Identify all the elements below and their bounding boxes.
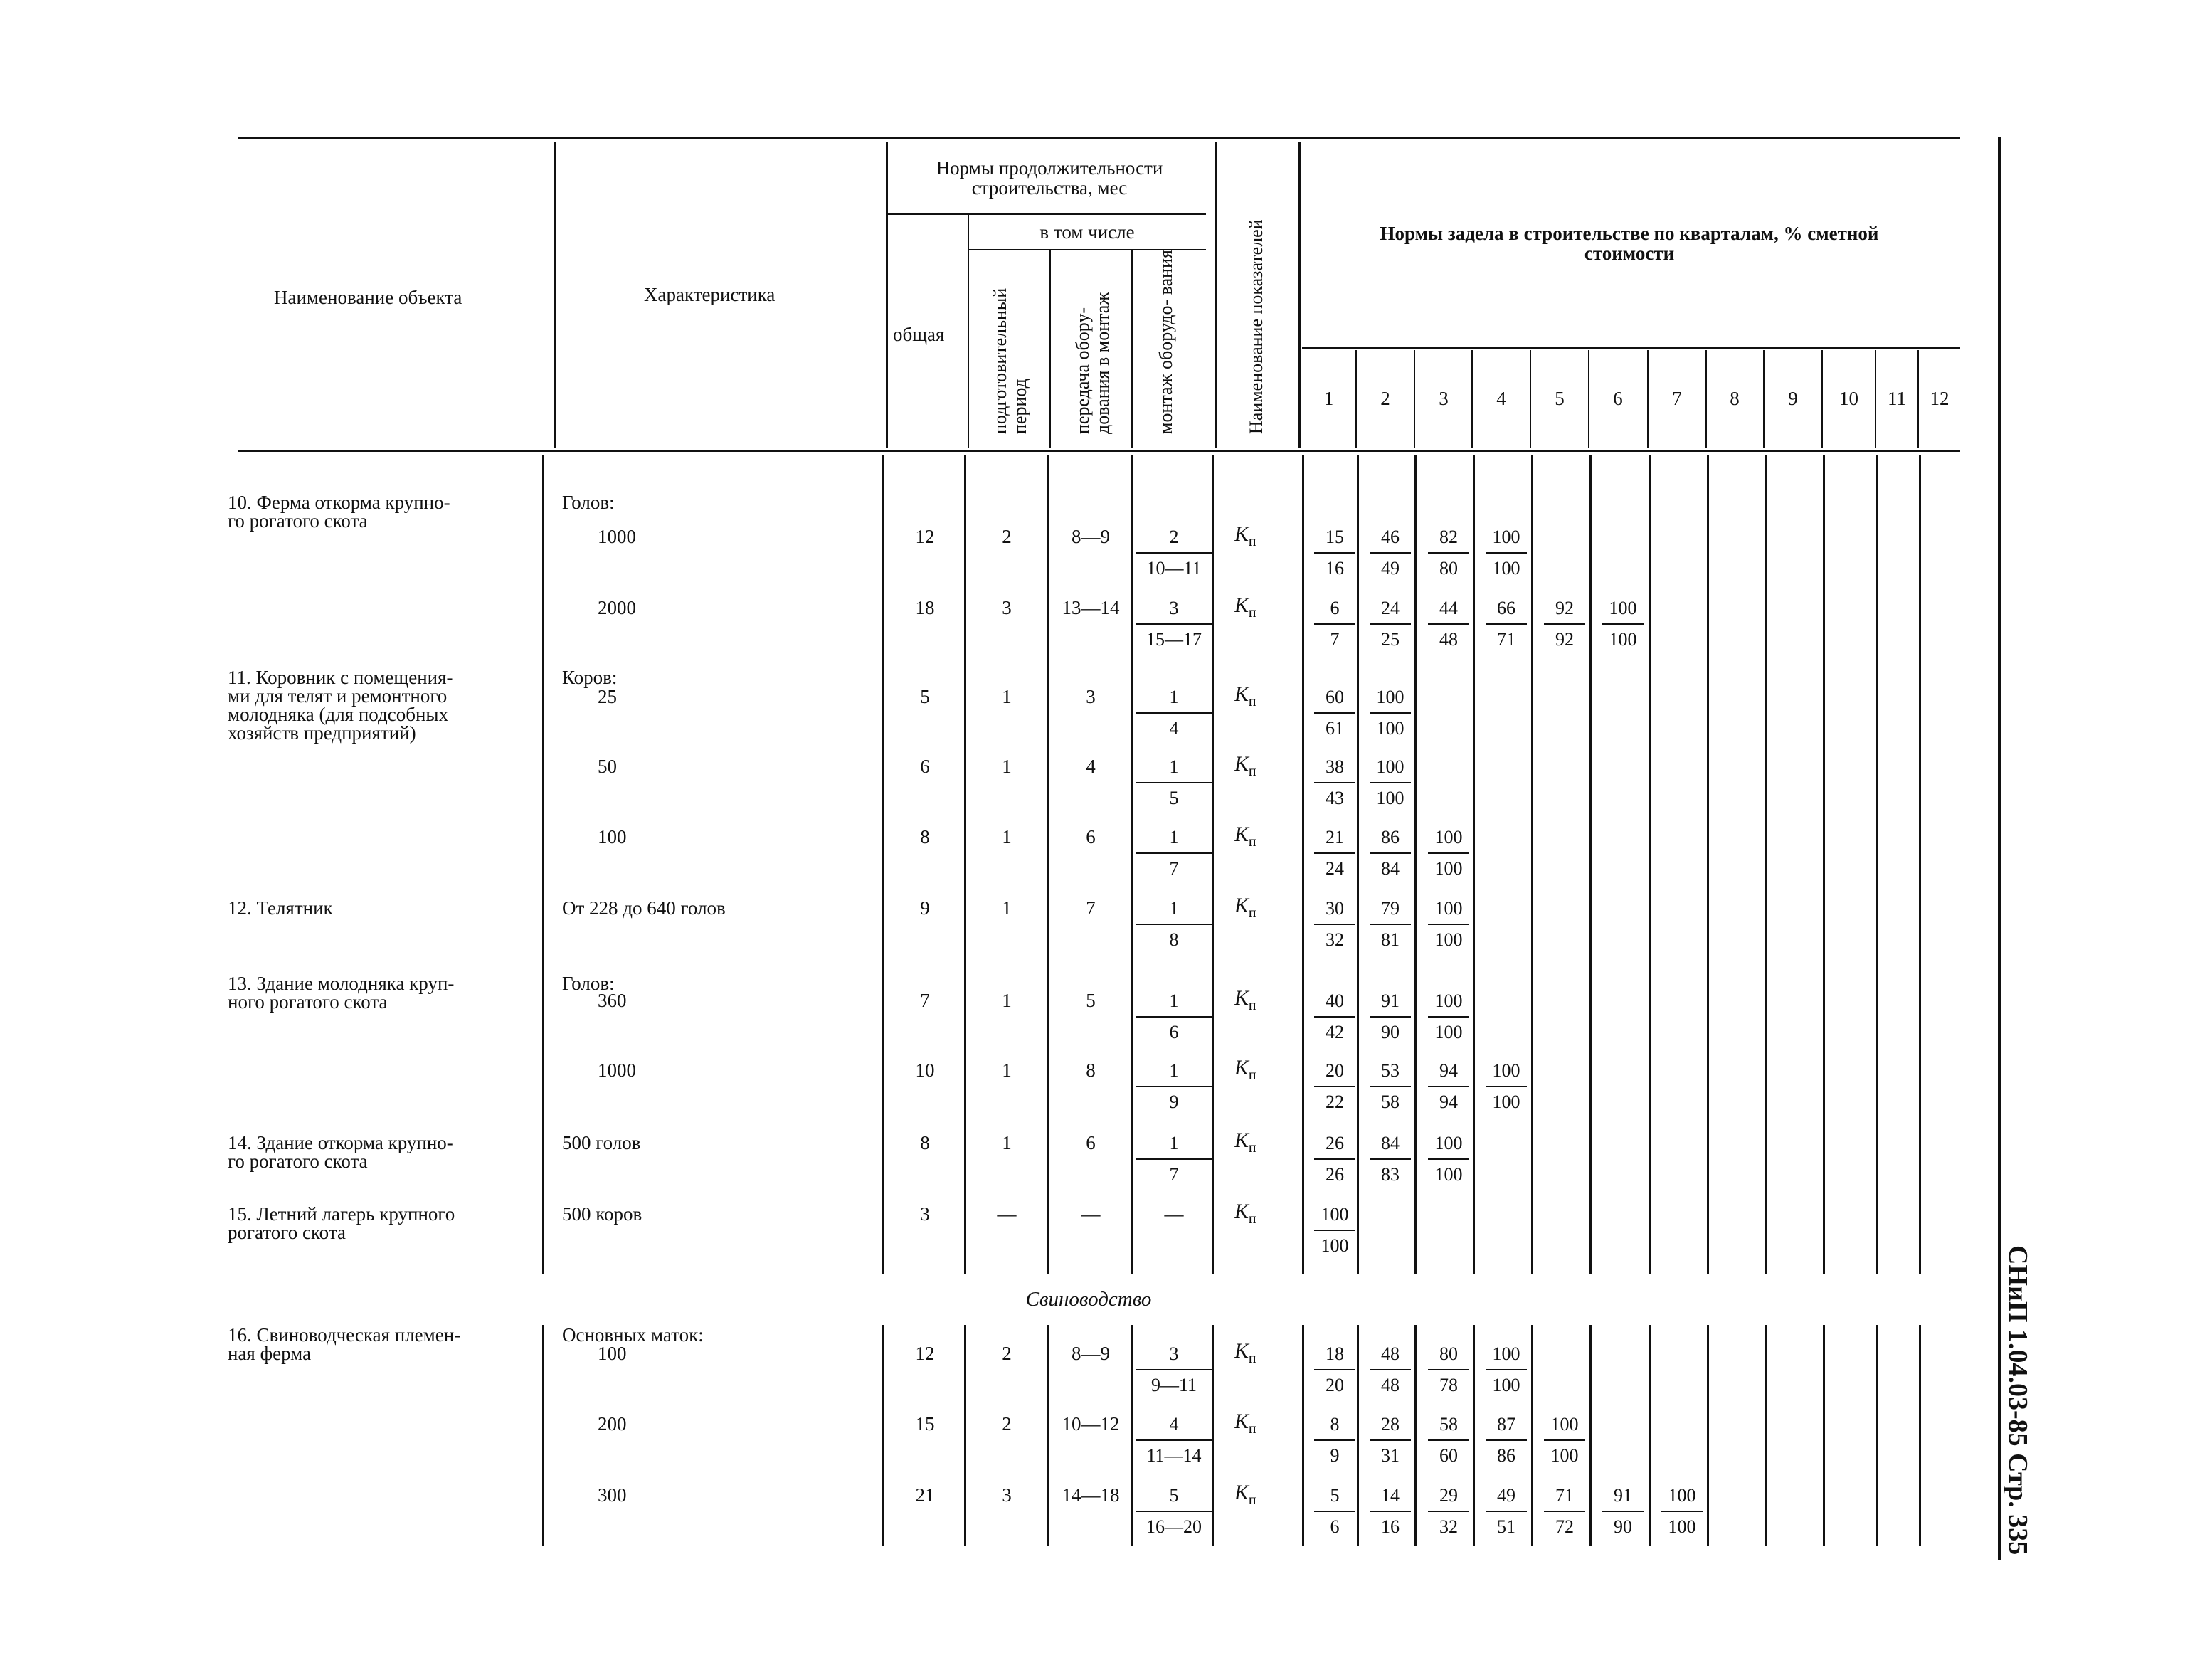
body-vline: [882, 1325, 884, 1546]
backlog-quarter-3: $\frac{100}{100}$: [1428, 1133, 1469, 1185]
col-total: общая: [893, 324, 945, 345]
characteristic-value: 1000: [598, 1060, 636, 1081]
object-name: 16. Свиноводческая племен-: [228, 1324, 461, 1346]
backlog-quarter-5: $\frac{100}{100}$: [1544, 1414, 1585, 1467]
backlog-quarter-1: $\frac{5}{6}$: [1314, 1485, 1355, 1538]
object-name: рогатого скота: [228, 1222, 346, 1243]
duration-total: 18: [915, 597, 935, 618]
backlog-quarter-4: $\frac{100}{100}$: [1486, 527, 1527, 579]
indicator-kp: $К_п$: [1234, 1200, 1256, 1227]
backlog-quarter-3: $\frac{94}{94}$: [1428, 1060, 1469, 1113]
backlog-subrule: [1302, 347, 1960, 349]
body-vline: [1876, 455, 1878, 1274]
duration-total: 21: [915, 1484, 935, 1506]
backlog-quarter-2: $\frac{100}{100}$: [1370, 687, 1411, 739]
backlog-quarter-3: $\frac{100}{100}$: [1428, 990, 1469, 1043]
characteristic: От 228 до 640 голов: [562, 897, 726, 919]
body-vline: [1357, 1325, 1359, 1546]
object-name: 12. Телятник: [228, 897, 333, 919]
duration-total: 15: [915, 1413, 935, 1435]
object-name: го рогатого скота: [228, 510, 368, 532]
duration-prep: —: [997, 1203, 1017, 1225]
duration-prep: 1: [1002, 1060, 1012, 1081]
object-name: ми для телят и ремонтного: [228, 685, 448, 707]
backlog-quarter-2: $\frac{79}{81}$: [1370, 898, 1411, 951]
header-vline: [886, 142, 888, 448]
body-vline: [1531, 1325, 1533, 1546]
body-vline: [1473, 455, 1475, 1274]
header-vline: [1298, 142, 1301, 448]
duration-total: 5: [920, 686, 930, 707]
backlog-quarter-1: $\frac{40}{42}$: [1314, 990, 1355, 1043]
backlog-quarter-2: $\frac{24}{25}$: [1370, 598, 1411, 650]
object-name: молодняка (для подсобных: [228, 704, 449, 725]
duration-transfer: 8—9: [1072, 526, 1110, 547]
duration-transfer: 5: [1086, 990, 1096, 1011]
duration-total: 7: [920, 990, 930, 1011]
duration-transfer: 6: [1086, 1132, 1096, 1153]
object-name: 13. Здание молодняка круп-: [228, 973, 455, 994]
quarter-10: 10: [1839, 388, 1858, 409]
q-sep: [1414, 350, 1415, 448]
duration-prep: 1: [1002, 826, 1012, 847]
backlog-quarter-3: $\frac{100}{100}$: [1428, 827, 1469, 879]
backlog-quarter-3: $\frac{80}{78}$: [1428, 1343, 1469, 1396]
quarter-3: 3: [1439, 388, 1449, 409]
backlog-quarter-3: $\frac{100}{100}$: [1428, 898, 1469, 951]
quarter-8: 8: [1730, 388, 1740, 409]
backlog-quarter-2: $\frac{84}{83}$: [1370, 1133, 1411, 1185]
backlog-quarter-2: $\frac{91}{90}$: [1370, 990, 1411, 1043]
body-vline: [1919, 1325, 1921, 1546]
backlog-quarter-1: $\frac{20}{22}$: [1314, 1060, 1355, 1113]
incl-label: в том числе: [1039, 221, 1135, 243]
body-vline: [1765, 455, 1767, 1274]
q-sep: [1355, 350, 1357, 448]
duration-total: 12: [915, 1343, 935, 1364]
body-vline: [1589, 455, 1592, 1274]
header-vline: [1049, 250, 1051, 448]
indicator-kp: $К_п$: [1234, 823, 1256, 850]
duration-prep: 1: [1002, 1132, 1012, 1153]
quarter-4: 4: [1496, 388, 1506, 409]
duration-prep: 2: [1002, 1343, 1012, 1364]
characteristic-value: 2000: [598, 597, 636, 618]
header-bottom-rule: [238, 450, 1960, 452]
backlog-quarter-1: $\frac{8}{9}$: [1314, 1414, 1355, 1467]
indicator-kp: $К_п$: [1234, 1129, 1256, 1156]
duration-transfer: 8: [1086, 1060, 1096, 1081]
characteristic-value: 50: [598, 756, 617, 777]
backlog-quarter-4: $\frac{66}{71}$: [1486, 598, 1527, 650]
col-object-name: Наименование объекта: [274, 287, 462, 308]
object-name: хозяйств предприятий): [228, 722, 416, 744]
quarter-9: 9: [1788, 388, 1798, 409]
characteristic: Основных маток:: [562, 1324, 704, 1346]
duration-mount: 5 16—20: [1136, 1485, 1212, 1538]
body-vline: [542, 1325, 544, 1546]
duration-transfer: 4: [1086, 756, 1096, 777]
object-name: 11. Коровник с помещения-: [228, 667, 453, 688]
backlog-quarter-4: $\frac{100}{100}$: [1486, 1343, 1527, 1396]
quarter-2: 2: [1380, 388, 1390, 409]
body-vline: [1823, 1325, 1825, 1546]
table-top-rule: [238, 137, 1960, 139]
indicator-kp: $К_п$: [1234, 682, 1256, 709]
object-name: ная ферма: [228, 1343, 312, 1364]
body-vline: [1707, 1325, 1709, 1546]
quarter-11: 11: [1888, 388, 1906, 409]
characteristic-value: 200: [598, 1413, 627, 1435]
indicator-kp: $К_п$: [1234, 986, 1256, 1013]
backlog-quarter-1: $\frac{6}{7}$: [1314, 598, 1355, 650]
body-vline: [1414, 1325, 1417, 1546]
duration-mount: 1 4: [1136, 687, 1212, 739]
col-transfer: передача обору- дования в монтаж: [1072, 292, 1113, 434]
duration-transfer: 14—18: [1062, 1484, 1120, 1506]
backlog-quarter-1: $\frac{15}{16}$: [1314, 527, 1355, 579]
duration-total: 8: [920, 826, 930, 847]
duration-mount: 2 10—11: [1136, 527, 1212, 579]
indicator-kp: $К_п$: [1234, 1481, 1256, 1508]
characteristic-value: 360: [598, 990, 627, 1011]
backlog-quarter-3: $\frac{58}{60}$: [1428, 1414, 1469, 1467]
body-vline: [1919, 455, 1921, 1274]
document-page-label: СНиП 1.04.03-85 Стр. 335: [2003, 1245, 2033, 1555]
backlog-quarter-6: $\frac{91}{90}$: [1602, 1485, 1644, 1538]
quarter-1: 1: [1323, 388, 1334, 409]
body-vline: [1302, 455, 1304, 1274]
backlog-quarter-1: $\frac{60}{61}$: [1314, 687, 1355, 739]
page-right-border: [1998, 137, 2001, 1560]
duration-mount: 3 9—11: [1136, 1343, 1212, 1396]
duration-total: 6: [920, 756, 930, 777]
body-vline: [1823, 455, 1825, 1274]
duration-total: 10: [915, 1060, 935, 1081]
characteristic: Голов:: [562, 973, 615, 994]
backlog-quarter-3: $\frac{29}{32}$: [1428, 1485, 1469, 1538]
body-vline: [1131, 1325, 1133, 1546]
duration-mount: —: [1164, 1203, 1184, 1225]
body-vline: [1765, 1325, 1767, 1546]
duration-mount: 1 6: [1136, 990, 1212, 1043]
header-vline: [968, 213, 969, 448]
body-vline: [1473, 1325, 1475, 1546]
duration-prep: 3: [1002, 597, 1012, 618]
duration-total: 8: [920, 1132, 930, 1153]
duration-transfer: —: [1081, 1203, 1101, 1225]
characteristic-value: 1000: [598, 526, 636, 547]
body-vline: [1131, 455, 1133, 1274]
quarter-12: 12: [1930, 388, 1949, 409]
duration-prep: 2: [1002, 526, 1012, 547]
backlog-quarter-2: $\frac{48}{48}$: [1370, 1343, 1411, 1396]
backlog-quarter-3: $\frac{82}{80}$: [1428, 527, 1469, 579]
backlog-quarter-4: $\frac{100}{100}$: [1486, 1060, 1527, 1113]
quarter-5: 5: [1555, 388, 1565, 409]
duration-mount: 4 11—14: [1136, 1414, 1212, 1467]
backlog-quarter-1: $\frac{21}{24}$: [1314, 827, 1355, 879]
backlog-quarter-1: $\frac{38}{43}$: [1314, 756, 1355, 809]
characteristic-value: 100: [598, 1343, 627, 1364]
duration-total: 3: [920, 1203, 930, 1225]
indicator-kp: $К_п$: [1234, 1339, 1256, 1366]
duration-transfer: 3: [1086, 686, 1096, 707]
backlog-quarter-2: $\frac{100}{100}$: [1370, 756, 1411, 809]
backlog-quarter-2: $\frac{86}{84}$: [1370, 827, 1411, 879]
body-vline: [1357, 455, 1359, 1274]
body-vline: [1649, 1325, 1651, 1546]
body-vline: [964, 455, 966, 1274]
section-pig-breeding: Свиноводство: [1025, 1288, 1152, 1311]
object-name: 10. Ферма откорма крупно-: [228, 492, 450, 513]
characteristic: 500 голов: [562, 1132, 641, 1153]
object-name: ного рогатого скота: [228, 991, 388, 1013]
body-vline: [882, 455, 884, 1274]
header-vline: [554, 142, 556, 448]
duration-mount: 1 7: [1136, 1133, 1212, 1185]
object-name: 14. Здание откорма крупно-: [228, 1132, 453, 1153]
duration-transfer: 8—9: [1072, 1343, 1110, 1364]
body-vline: [1047, 1325, 1049, 1546]
duration-mount: 1 5: [1136, 756, 1212, 809]
duration-transfer: 13—14: [1062, 597, 1120, 618]
duration-prep: 3: [1002, 1484, 1012, 1506]
indicator-kp: $К_п$: [1234, 1056, 1256, 1083]
backlog-quarter-2: $\frac{14}{16}$: [1370, 1485, 1411, 1538]
body-vline: [1589, 1325, 1592, 1546]
body-vline: [964, 1325, 966, 1546]
backlog-title: Нормы задела в строительстве по кварталам, % сметной стоимости: [1380, 223, 1879, 264]
body-vline: [1531, 455, 1533, 1274]
header-vline: [1131, 250, 1133, 448]
duration-transfer: 7: [1086, 897, 1096, 919]
backlog-quarter-3: $\frac{44}{48}$: [1428, 598, 1469, 650]
body-vline: [542, 455, 544, 1274]
header-vline: [1215, 142, 1217, 448]
indicator-kp: $К_п$: [1234, 1410, 1256, 1437]
backlog-quarter-4: $\frac{87}{86}$: [1486, 1414, 1527, 1467]
col-prep: подготовительный период: [990, 287, 1030, 434]
duration-mount: 3 15—17: [1136, 598, 1212, 650]
backlog-quarter-6: $\frac{100}{100}$: [1602, 598, 1644, 650]
col-mount: монтаж оборудо- вания: [1155, 250, 1176, 434]
col-indicators: Наименование показателей: [1246, 219, 1266, 434]
object-name: го рогатого скота: [228, 1151, 368, 1172]
indicator-kp: $К_п$: [1234, 894, 1256, 921]
duration-prep: 1: [1002, 686, 1012, 707]
duration-mount: 1 8: [1136, 898, 1212, 951]
duration-transfer: 6: [1086, 826, 1096, 847]
backlog-quarter-2: $\frac{28}{31}$: [1370, 1414, 1411, 1467]
characteristic: 500 коров: [562, 1203, 642, 1225]
backlog-quarter-2: $\frac{46}{49}$: [1370, 527, 1411, 579]
backlog-quarter-1: $\frac{100}{100}$: [1314, 1204, 1355, 1257]
body-vline: [1047, 455, 1049, 1274]
backlog-quarter-1: $\frac{18}{20}$: [1314, 1343, 1355, 1396]
quarter-7: 7: [1672, 388, 1682, 409]
characteristic-value: 300: [598, 1484, 627, 1506]
duration-mount: 1 7: [1136, 827, 1212, 879]
norms-duration-title: Нормы продолжительности строительства, мес: [936, 157, 1163, 199]
duration-mount: 1 9: [1136, 1060, 1212, 1113]
indicator-kp: $К_п$: [1234, 593, 1256, 620]
backlog-quarter-2: $\frac{53}{58}$: [1370, 1060, 1411, 1113]
characteristic: Голов:: [562, 492, 615, 513]
indicator-kp: $К_п$: [1234, 752, 1256, 779]
characteristic-value: 25: [598, 686, 617, 707]
duration-total: 12: [915, 526, 935, 547]
body-vline: [1302, 1325, 1304, 1546]
duration-prep: 1: [1002, 897, 1012, 919]
backlog-quarter-5: $\frac{92}{92}$: [1544, 598, 1585, 650]
object-name: 15. Летний лагерь крупного: [228, 1203, 455, 1225]
col-characteristic: Характеристика: [644, 284, 776, 305]
characteristic: Коров:: [562, 667, 618, 688]
duration-prep: 2: [1002, 1413, 1012, 1435]
backlog-quarter-1: $\frac{26}{26}$: [1314, 1133, 1355, 1185]
backlog-quarter-7: $\frac{100}{100}$: [1661, 1485, 1703, 1538]
duration-subrule: [886, 213, 1206, 215]
quarter-6: 6: [1613, 388, 1623, 409]
backlog-quarter-5: $\frac{71}{72}$: [1544, 1485, 1585, 1538]
body-vline: [1876, 1325, 1878, 1546]
duration-prep: 1: [1002, 756, 1012, 777]
body-vline: [1414, 455, 1417, 1274]
backlog-quarter-4: $\frac{49}{51}$: [1486, 1485, 1527, 1538]
indicator-kp: $К_п$: [1234, 522, 1256, 549]
characteristic-value: 100: [598, 826, 627, 847]
backlog-quarter-1: $\frac{30}{32}$: [1314, 898, 1355, 951]
body-vline: [1649, 455, 1651, 1274]
body-vline: [1707, 455, 1709, 1274]
duration-prep: 1: [1002, 990, 1012, 1011]
duration-transfer: 10—12: [1062, 1413, 1120, 1435]
duration-total: 9: [920, 897, 930, 919]
